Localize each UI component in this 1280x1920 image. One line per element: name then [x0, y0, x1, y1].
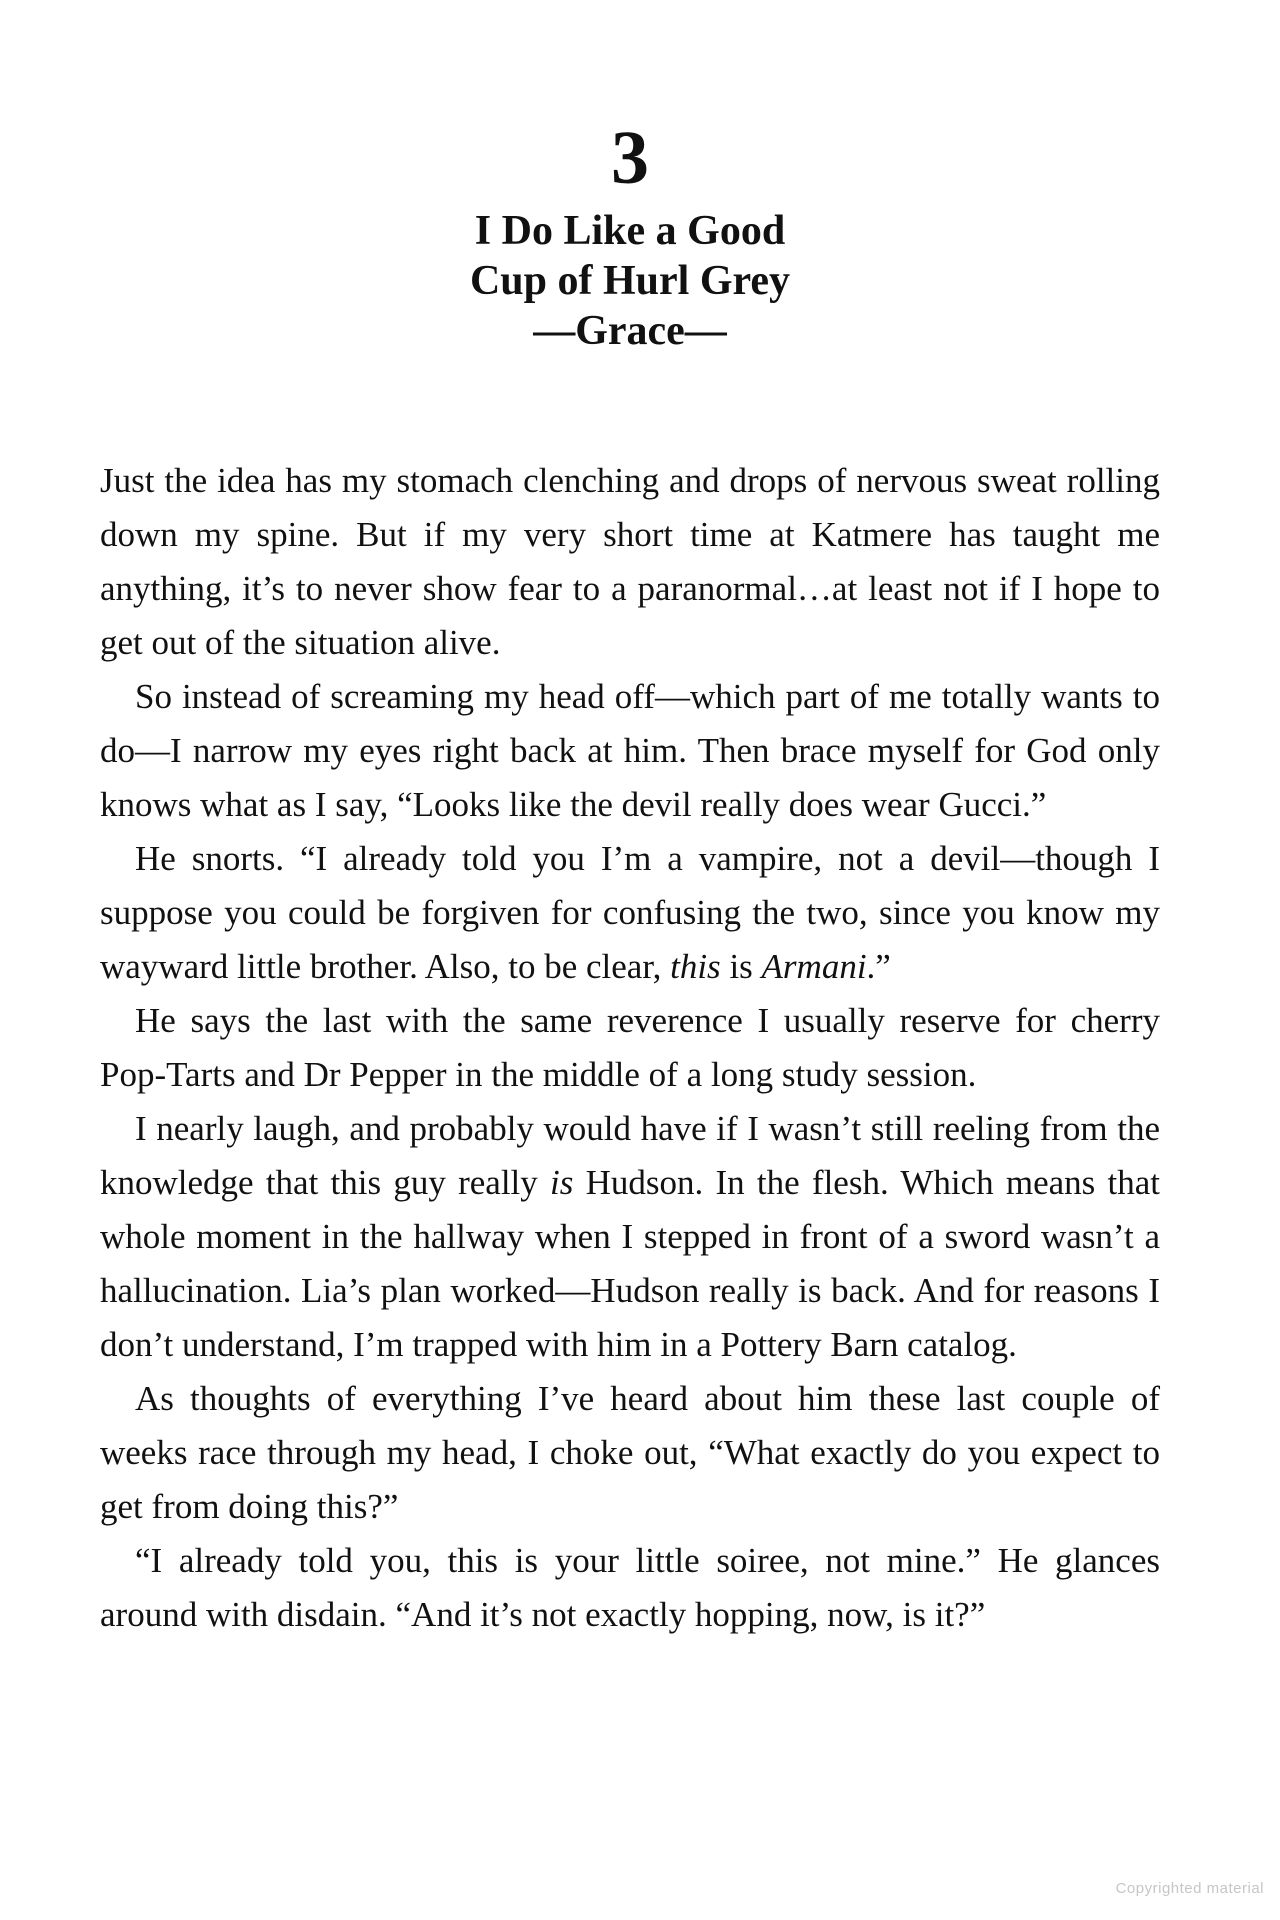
chapter-title — [100, 206, 1160, 356]
paragraph — [100, 1372, 1160, 1534]
paragraph — [100, 994, 1160, 1102]
copyright-notice: Copyrighted material — [1115, 1880, 1264, 1897]
body-paragraphs — [100, 454, 1160, 1642]
text-run: As thoughts of everything I’ve heard about him these last couple of weeks race through my head, I choke out, “What exactly do you expect to get from doing this?” — [100, 1379, 1160, 1526]
text-run: Just the idea has my stomach clenching and drops of nervous sweat rolling down my spine. But if my very short time at Katmere has taught me anything, it’s to never show fear to a paranormal…at least not if I hope to get out of the situation alive. — [100, 461, 1160, 662]
text-run: “I already told you, this is your little soiree, not mine.” He glances around with disdain. “And it’s not exactly hopping, now, is it?” — [100, 1541, 1160, 1634]
text-run: .” — [866, 947, 891, 986]
chapter-title-line-2: Cup of Hurl Grey — [469, 258, 791, 304]
chapter-title-line-1: I Do Like a Good — [474, 208, 786, 254]
text-run: is — [720, 947, 762, 986]
page-content — [100, 0, 1160, 1642]
paragraph — [100, 454, 1160, 670]
text-run: He says the last with the same reverence I usually reserve for cherry Pop-Tarts and Dr Pepper in the middle of a long study session. — [100, 1001, 1160, 1094]
text-run: I nearly laugh, and probably would have if I wasn’t still reeling from the knowledge that this guy really — [100, 1109, 1160, 1202]
paragraph — [100, 1534, 1160, 1642]
italic-text-run: is — [550, 1163, 574, 1202]
text-run: So instead of screaming my head off—which part of me totally wants to do—I narrow my eyes right back at him. Then brace myself for God only knows what as I say, “Looks like the devil really does wear Gucci.” — [100, 677, 1160, 824]
paragraph — [100, 670, 1160, 832]
text-run: He snorts. “I already told you I’m a vampire, not a devil—though I suppose you could be forgiven for confusing the two, since you know my wayward little brother. Also, to be clear, — [100, 839, 1160, 986]
chapter-number: 3 — [611, 116, 649, 200]
text-run: Hudson. In the flesh. Which means that whole moment in the hallway when I stepped in front of a sword wasn’t a hallucination. Lia’s plan worked—Hudson really is back. And for reasons I don’t understand, I’m trapped with him in a Pottery Barn catalog. — [100, 1163, 1161, 1364]
italic-text-run: this — [670, 947, 721, 986]
chapter-pov-line: —Grace— — [533, 308, 727, 354]
paragraph — [100, 832, 1160, 994]
paragraph — [100, 1102, 1160, 1372]
italic-text-run: Armani — [761, 947, 867, 986]
